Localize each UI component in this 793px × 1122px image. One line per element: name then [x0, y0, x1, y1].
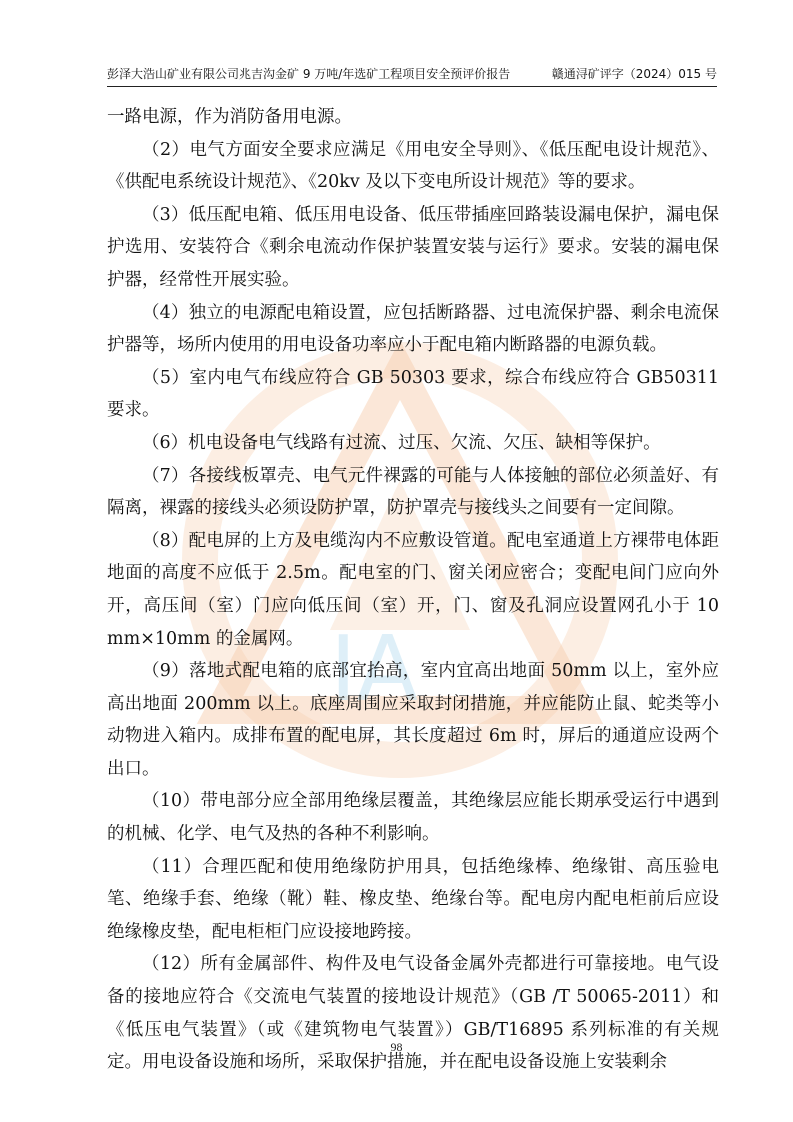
paragraph: （3）低压配电箱、低压用电设备、低压带插座回路装设漏电保护，漏电保护选用、安装符合《剩余电流动作保护装置安装与运行》要求。安装的漏电保护器，经常性开展实验。: [107, 204, 719, 290]
paragraph: （12）所有金属部件、构件及电气设备金属外壳都进行可靠接地。电气设备的接地应符合《交流电气装置的接地设计规范》（GB /T 50065-2011）和《低压电气装置》（或《建筑物电气装置》）GB/T16895 系列标准的有关规定。用电设备设施和场所，采取保护措施，并在配电设备设施上安装剩余: [107, 954, 719, 1073]
paragraph: （9）落地式配电箱的底部宜抬高，室内宜高出地面 50mm 以上，室外应高出地面 200mm 以上。底座周围应采取封闭措施，并应能防止鼠、蛇类等小动物进入箱内。成排布置的配电屏，其长度超过 6m 时，屏后的通道应设两个出口。: [107, 661, 719, 779]
svg-text:IA: IA: [330, 617, 419, 722]
paragraph: （5）室内电气布线应符合 GB 50303 要求，综合布线应符合 GB50311 要求。: [107, 367, 719, 421]
report-code: 赣通浔矿评字（2024）015 号: [551, 67, 717, 81]
paragraph: 一路电源，作为消防备用电源。: [107, 107, 352, 127]
report-title: 彭泽大浩山矿业有限公司兆吉沟金矿 9 万吨/年选矿工程项目安全预评价报告: [107, 67, 511, 81]
header-rule: [107, 86, 717, 87]
page-header: [107, 66, 717, 85]
paragraph: （8）配电屏的上方及电缆沟内不应敷设管道。配电室通道上方裸带电体距地面的高度不应低于 2.5m。配电室的门、窗关闭应密合；变配电间门应向外开，高压间（室）门应向低压间（室）开，门、窗及孔洞应设置网孔小于 10 mm×10mm 的金属网。: [107, 530, 719, 649]
paragraph: （10）带电部分应全部用绝缘层覆盖，其绝缘层应能长期承受运行中遇到的机械、化学、电气及热的各种不利影响。: [107, 791, 719, 845]
document-body: [107, 101, 719, 1079]
page-number: 98: [390, 1040, 403, 1054]
paragraph: （4）独立的电源配电箱设置，应包括断路器、过电流保护器、剩余电流保护器等，场所内使用的用电设备功率应小于配电箱内断路器的电源负载。: [107, 302, 719, 356]
paragraph: （2）电气方面安全要求应满足《用电安全导则》、《低压配电设计规范》、《供配电系统设计规范》、《20kv 及以下变电所设计规范》等的要求。: [107, 139, 719, 193]
paragraph: （11）合理匹配和使用绝缘防护用具，包括绝缘棒、绝缘钳、高压验电笔、绝缘手套、绝缘（靴）鞋、橡皮垫、绝缘台等。配电房内配电柜前后应设绝缘橡皮垫，配电柜柜门应设接地跨接。: [107, 856, 719, 942]
paragraph: （6）机电设备电气线路有过流、过压、欠流、欠压、缺相等保护。: [142, 432, 661, 453]
paragraph: （7）各接线板罩壳、电气元件裸露的可能与人体接触的部位必须盖好、有隔离，裸露的接线头必须设防护罩，防护罩壳与接线头之间要有一定间隙。: [107, 465, 719, 519]
